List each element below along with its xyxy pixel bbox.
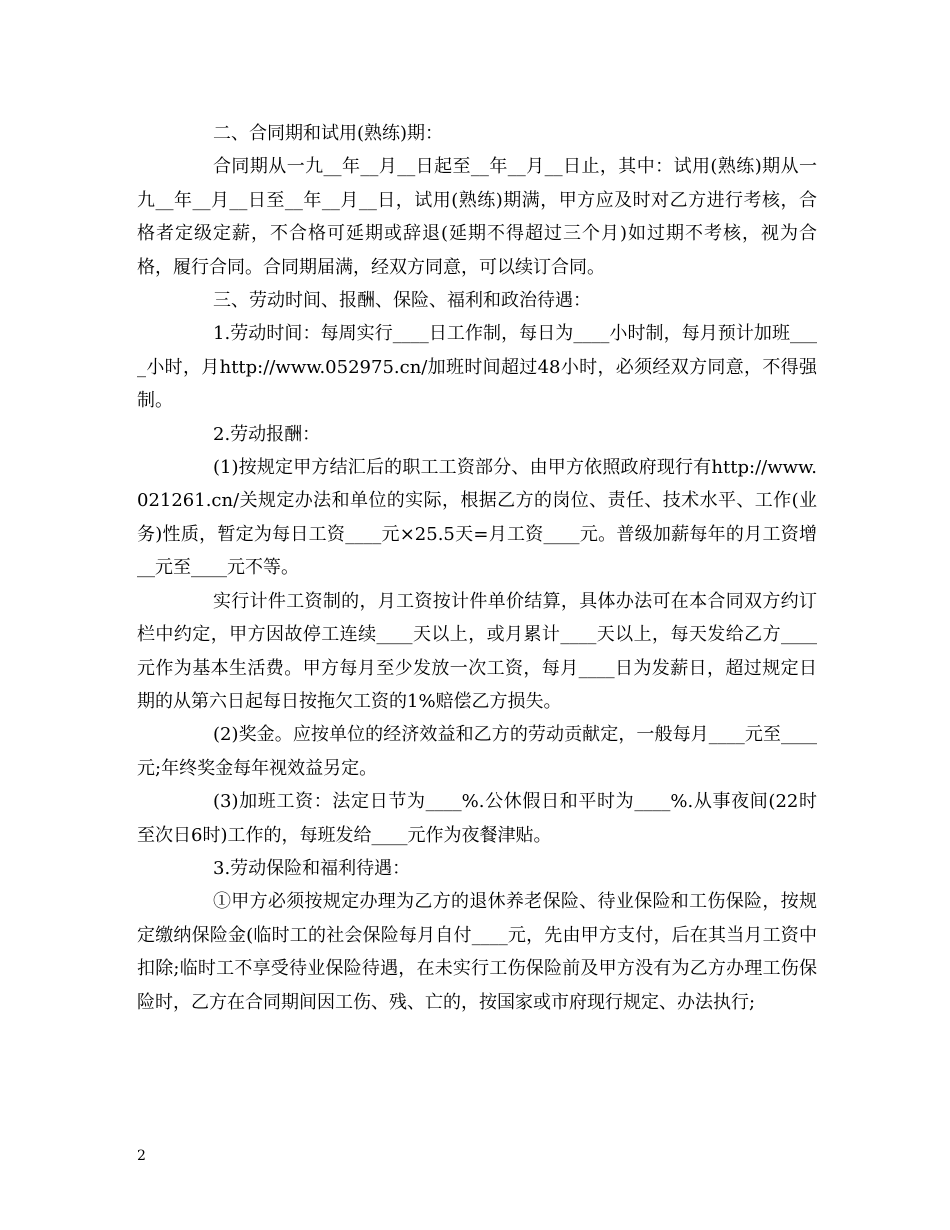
paragraph-working-hours: 1.劳动时间：每周实行____日工作制，每日为____小时制，每月预计加班____小时，月http://www.052975.cn/加班时间超过48小时，必须经双方同意，不得强制。: [137, 323, 817, 412]
document-body: [137, 117, 817, 1019]
paragraph-piecework-wage: 实行计件工资制的，月工资按计件单价结算，具体办法可在本合同双方约订栏中约定，甲方因故停工连续____天以上，或月累计____天以上，每天发给乙方____元作为基本生活费。甲方每月至少发放一次工资，每月____日为发薪日，超过规定日期的从第六日起每日按拖欠工资的1%赔偿乙方损失。: [137, 590, 817, 712]
paragraph-overtime-pay: (3)加班工资：法定日节为____%.公休假日和平时为____%.从事夜间(22时至次日6时)工作的，每班发给____元作为夜餐津贴。: [137, 791, 817, 846]
heading-insurance-welfare: 3.劳动保险和福利待遇：: [213, 857, 411, 879]
paragraph-contract-period: 合同期从一九__年__月__日起至__年__月__日止，其中：试用(熟练)期从一九__年__月__日至__年__月__日，试用(熟练)期满，甲方应及时对乙方进行考核，合格者定级定薪，不合格可延期或辞退(延期不得超过三个月)如过期不考核，视为合格，履行合同。合同期届满，经双方同意，可以续订合同。: [137, 156, 817, 278]
paragraph-daily-wage: (1)按规定甲方结汇后的职工工资部分、由甲方依照政府现行有http://www.021261.cn/关规定办法和单位的实际，根据乙方的岗位、责任、技术水平、工作(业务)性质，暂定为每日工资____元×25.5天=月工资____元。普级加薪每年的月工资增__元至____元不等。: [137, 457, 817, 579]
heading-contract-period: 二、合同期和试用(熟练)期：: [213, 123, 444, 144]
paragraph-insurance: ①甲方必须按规定办理为乙方的退休养老保险、待业保险和工伤保险，按规定缴纳保险金(临时工的社会保险每月自付____元，先由甲方支付，后在其当月工资中扣除;临时工不享受待业保险待遇，在未实行工伤保险前及甲方没有为乙方办理工伤保险时，乙方在合同期间因工伤、残、亡的，按国家或市府现行规定、办法执行;: [137, 891, 817, 1013]
paragraph-bonus: (2)奖金。应按单位的经济效益和乙方的劳动贡献定，一般每月____元至____元;年终奖金每年视效益另定。: [137, 724, 817, 779]
heading-remuneration: 2.劳动报酬：: [213, 423, 321, 445]
page-number: 2: [137, 1148, 146, 1164]
heading-labor-terms: 三、劳动时间、报酬、保险、福利和政治待遇：: [213, 290, 591, 312]
